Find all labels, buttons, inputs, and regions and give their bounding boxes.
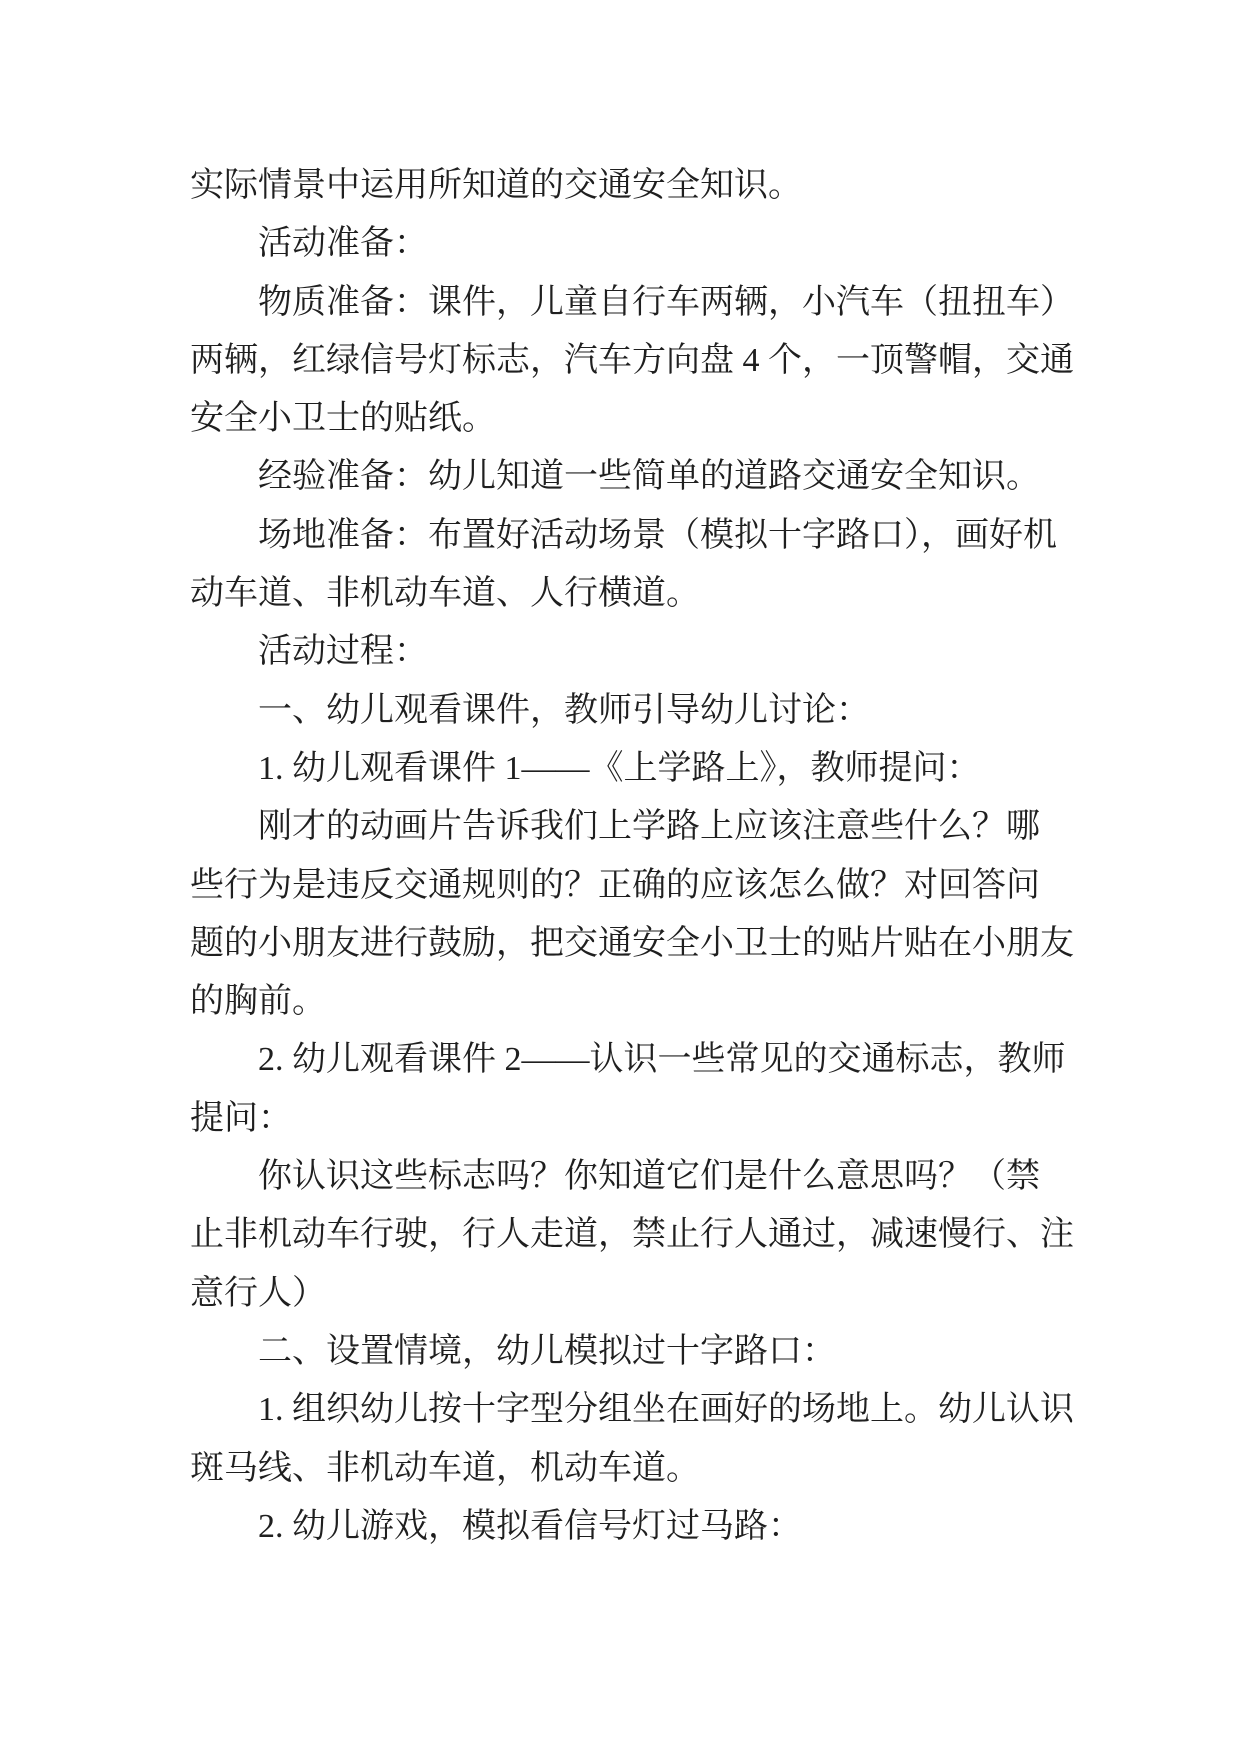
text-line: 两辆，红绿信号灯标志，汽车方向盘 4 个，一顶警帽，交通 [190, 341, 1074, 379]
text-line: 意行人） [190, 1274, 326, 1312]
text-line: 1. 组织幼儿按十字型分组坐在画好的场地上。幼儿认识 [258, 1391, 1074, 1429]
text-line: 场地准备：布置好活动场景（模拟十字路口），画好机 [258, 516, 1057, 554]
text-line: 题的小朋友进行鼓励，把交通安全小卫士的贴片贴在小朋友 [190, 924, 1074, 962]
text-line: 动车道、非机动车道、人行横道。 [190, 575, 700, 613]
text-line: 提问： [190, 1099, 292, 1137]
text-line: 物质准备：课件，儿童自行车两辆，小汽车（扭扭车） [258, 283, 1074, 321]
text-line: 你认识这些标志吗？你知道它们是什么意思吗？（禁 [258, 1158, 1040, 1196]
text-line: 安全小卫士的贴纸。 [190, 400, 496, 438]
text-line: 二、设置情境，幼儿模拟过十字路口： [258, 1332, 836, 1370]
text-line: 些行为是违反交通规则的？正确的应该怎么做？对回答问 [190, 866, 1040, 904]
text-line: 经验准备：幼儿知道一些简单的道路交通安全知识。 [258, 458, 1040, 496]
text-line: 刚才的动画片告诉我们上学路上应该注意些什么？哪 [258, 808, 1040, 846]
text-block [190, 157, 1074, 1556]
text-line: 一、幼儿观看课件，教师引导幼儿讨论： [258, 691, 870, 729]
text-line: 斑马线、非机动车道，机动车道。 [190, 1449, 700, 1487]
text-line: 的胸前。 [190, 983, 326, 1021]
text-line: 活动准备： [258, 225, 428, 263]
text-line: 活动过程： [258, 633, 428, 671]
text-line: 1. 幼儿观看课件 1——《上学路上》，教师提问： [258, 749, 981, 787]
text-line: 2. 幼儿观看课件 2——认识一些常见的交通标志，教师 [258, 1041, 1066, 1079]
text-line: 实际情景中运用所知道的交通安全知识。 [190, 167, 802, 204]
text-line: 止非机动车行驶，行人走道，禁止行人通过，减速慢行、注 [190, 1216, 1074, 1254]
text-line: 2. 幼儿游戏，模拟看信号灯过马路： [258, 1507, 802, 1545]
